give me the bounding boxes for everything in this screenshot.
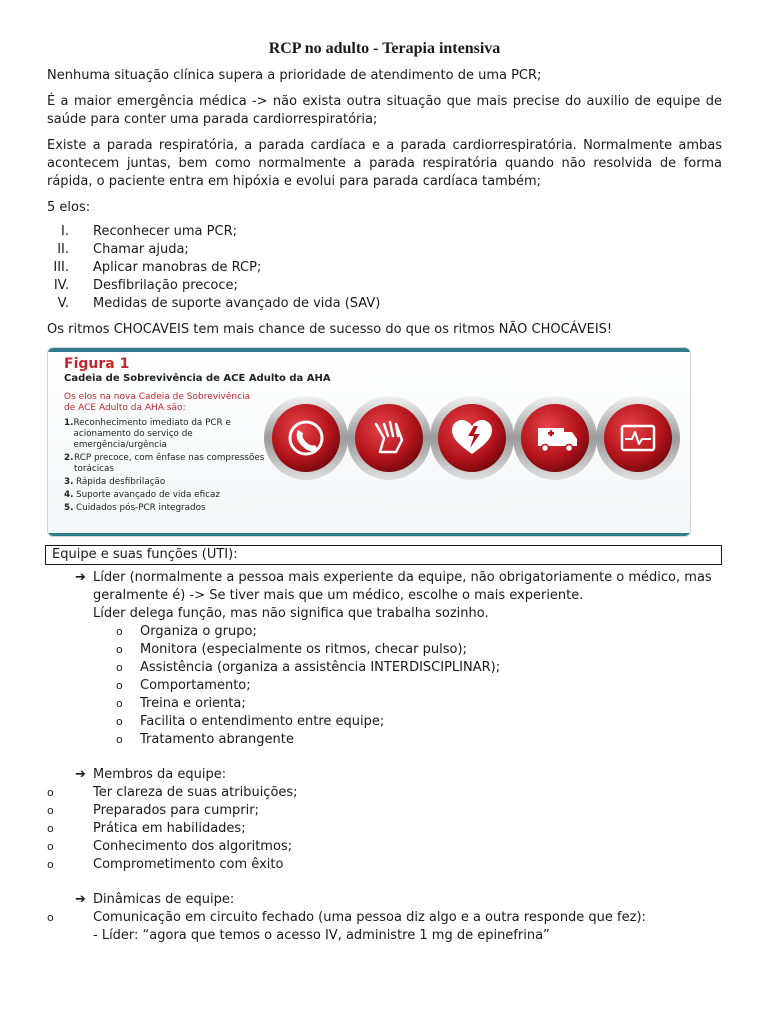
figure-intro: Os elos na nova Cadeia de Sobrevivência de ACE Adulto da AHA são: (64, 392, 251, 413)
list-item: 1. Reconhecimento imediato da PCR e acionamento do serviço de emergência/urgência (64, 418, 231, 450)
figure-heading: Cadeia de Sobrevivência de ACE Adulto da AHA (64, 373, 331, 384)
dinamicas-item (47, 891, 722, 909)
phone-icon (264, 396, 348, 480)
list-item: 3. Rápida desfibrilação (64, 477, 166, 487)
list-item: 2. RCP precoce, com ênfase nas compressões torácicas (64, 453, 265, 474)
section-box-equipe: Equipe e suas funções (UTI): (45, 545, 722, 565)
arrow-icon: ➔ (75, 767, 86, 782)
list-item: o Comportamento; (116, 678, 251, 693)
list-item: o Conhecimento dos algoritmos; (47, 839, 293, 854)
document-page (47, 40, 722, 945)
paragraph-emergencia: É a maior emergência médica -> não exista outra situação que mais precise do auxilio de equipe de saúde para conter uma parada cardiorrespiratória; (47, 94, 722, 127)
hands-icon (347, 396, 431, 480)
list-item: o Treina e orienta; (116, 696, 246, 711)
membros-title: Membros da equipe: (93, 767, 227, 782)
arrow-icon: ➔ (75, 570, 86, 585)
list-item: o Organiza o grupo; (116, 624, 257, 639)
list-item: o Facilita o entendimento entre equipe; (116, 714, 385, 729)
list-item: o Monitora (especialmente os ritmos, checar pulso); (116, 642, 467, 657)
arrow-icon: ➔ (75, 892, 86, 907)
chain-icons (258, 394, 686, 490)
paragraph-prioridade: Nenhuma situação clínica supera a prioridade de atendimento de uma PCR; (47, 68, 542, 83)
figure-label: Figura 1 (64, 356, 130, 372)
ambulance-icon (513, 396, 597, 480)
paragraph-parada: Existe a parada respiratória, a parada cardíaca e a parada cardiorrespiratória. Normalmente ambas acontecem juntas, bem como normalmente a parada respiratória quando não resolvida de forma rápida, o paciente entra em hipóxia e evolui para parada cardíaca também; (47, 138, 722, 189)
list-item: o Assistência (organiza a assistência INTERDISCIPLINAR); (116, 660, 501, 675)
list-item: V. Medidas de suporte avançado de vida (SAV) (57, 296, 381, 311)
membros-item (47, 766, 722, 784)
membros-list (47, 784, 722, 874)
list-item: II. Chamar ajuda; (57, 242, 189, 257)
monitor-icon (596, 396, 680, 480)
dinamicas-list (47, 909, 722, 927)
lider-text: Líder (normalmente a pessoa mais experiente da equipe, não obrigatoriamente o médico, mas geralmente é) -> Se tiver mais que um médico, escolhe o mais experiente. (93, 570, 712, 603)
list-item: o Prática em habilidades; (47, 821, 246, 836)
list-item: I. Reconhecer uma PCR; (61, 224, 237, 239)
figure-bottom-bar (48, 533, 690, 536)
lider-delega: Líder delega função, mas não significa que trabalha sozinho. (93, 606, 489, 621)
document-title: RCP no adulto - Terapia intensiva (268, 40, 501, 57)
list-item: o Tratamento abrangente (116, 732, 294, 747)
list-item: III. Aplicar manobras de RCP; (53, 260, 262, 275)
list-item: IV. Desfibrilação precoce; (53, 278, 238, 293)
lider-item (47, 569, 722, 623)
paragraph-elos: 5 elos: (47, 200, 91, 215)
dinamicas-title: Dinâmicas de equipe: (93, 892, 235, 907)
chain-svg (258, 394, 686, 490)
list-item: o Ter clareza de suas atribuições; (47, 785, 298, 800)
figure-top-bar (48, 348, 690, 352)
figure-chain-of-survival (47, 347, 691, 537)
lider-list (47, 623, 722, 749)
list-item: 5. Cuidados pós-PCR integrados (64, 503, 206, 513)
elos-list (47, 223, 722, 313)
dinamicas-quote: - Líder: “agora que temos o acesso IV, administre 1 mg de epinefrina” (93, 928, 550, 943)
figure-list (64, 418, 269, 516)
list-item: 4. Suporte avançado de vida eficaz (64, 490, 220, 500)
list-item: o Comunicação em circuito fechado (uma pessoa diz algo e a outra responde que fez): (47, 910, 646, 925)
list-item: o Preparados para cumprir; (47, 803, 259, 818)
heart-shock-icon (430, 396, 514, 480)
list-item: o Comprometimento com êxito (47, 857, 284, 872)
paragraph-ritmos: Os ritmos CHOCAVEIS tem mais chance de sucesso do que os ritmos NÃO CHOCÁVEIS! (47, 322, 613, 337)
